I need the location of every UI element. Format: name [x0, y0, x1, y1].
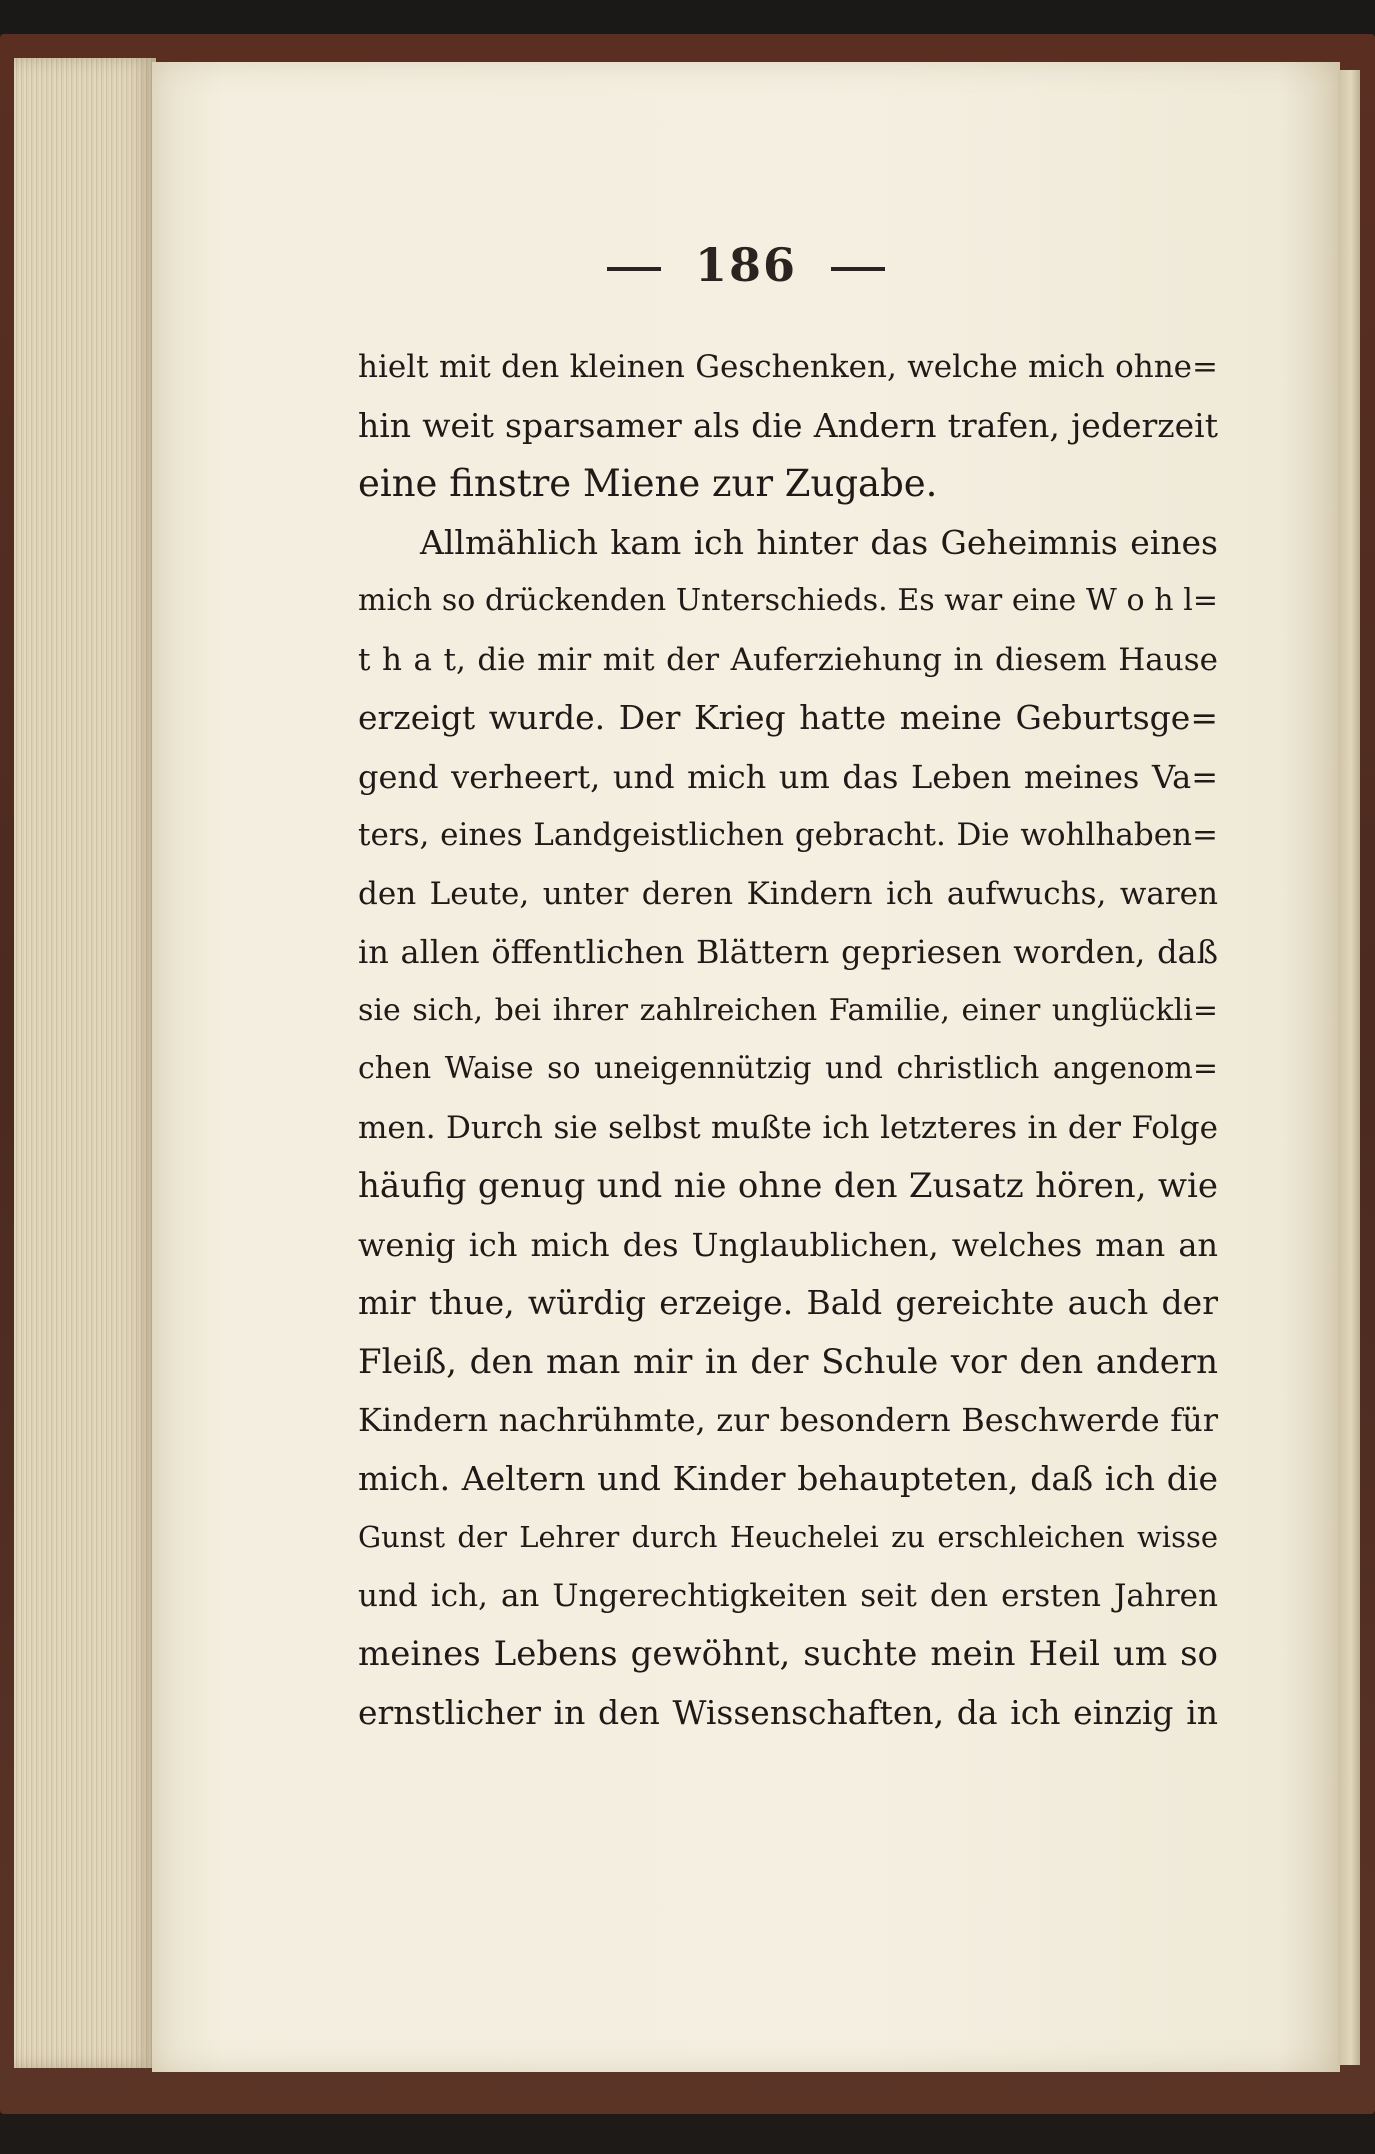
header-dash-left	[607, 267, 661, 271]
text-line: ernstlicher in den Wissenschaften, da ich einzig in	[358, 1692, 1218, 1732]
page-right-edge	[1338, 70, 1360, 2065]
text-line: mir thue, würdig erzeige. Bald gereichte auch der	[358, 1283, 1218, 1322]
page-number: 186	[694, 238, 798, 292]
text-line: Gunst der Lehrer durch Heuchelei zu erschleichen wisse	[358, 1520, 1218, 1554]
text-line: Allmählich kam ich hinter das Geheimnis eines	[420, 522, 1218, 562]
text-line: gend verheert, und mich um das Leben meines Va=	[358, 757, 1218, 796]
text-line: in allen öffentlichen Blättern gepriesen worden, daß	[358, 933, 1218, 971]
text-line: Kindern nachrühmte, zur besondern Beschwerde für	[358, 1401, 1218, 1439]
text-line: men. Durch sie selbst mußte ich letzteres in der Folge	[358, 1109, 1218, 1146]
text-line: hin weit sparsamer als die Andern trafen, jederzeit	[358, 405, 1218, 445]
text-line: chen Waise so uneigennützig und christlich angenom=	[358, 1051, 1218, 1086]
text-line: Fleiß, den man mir in der Schule vor den andern	[358, 1341, 1218, 1382]
text-line: ters, eines Landgeistlichen gebracht. Die wohlhaben=	[358, 817, 1218, 853]
text-line: den Leute, unter deren Kindern ich aufwuchs, waren	[358, 875, 1218, 912]
text-line: hielt mit den kleinen Geschenken, welche mich ohne=	[358, 349, 1218, 385]
text-line: und ich, an Ungerechtigkeiten seit den ersten Jahren	[358, 1577, 1218, 1614]
page-header	[152, 238, 1340, 292]
page-stack-edge	[14, 58, 156, 2068]
header-dash-right	[831, 267, 885, 271]
text-line: mich so drückenden Unterschieds. Es war eine W o h l=	[358, 583, 1218, 618]
text-line: eine finstre Miene zur Zugabe.	[358, 462, 938, 505]
text-line: t h a t, die mir mit der Auferziehung in diesem Hause	[358, 641, 1218, 678]
text-line: meines Lebens gewöhnt, suchte mein Heil um so	[358, 1634, 1218, 1674]
text-line: sie sich, bei ihrer zahlreichen Familie, einer unglückli=	[358, 992, 1218, 1028]
text-line: wenig ich mich des Unglaublichen, welches man an	[358, 1225, 1218, 1264]
text-line: erzeigt wurde. Der Krieg hatte meine Geburtsge=	[358, 698, 1218, 737]
text-line: mich. Aeltern und Kinder behaupteten, daß ich die	[358, 1458, 1218, 1498]
text-line: häufig genug und nie ohne den Zusatz hören, wie	[358, 1166, 1218, 1206]
body-text	[358, 338, 1218, 1742]
